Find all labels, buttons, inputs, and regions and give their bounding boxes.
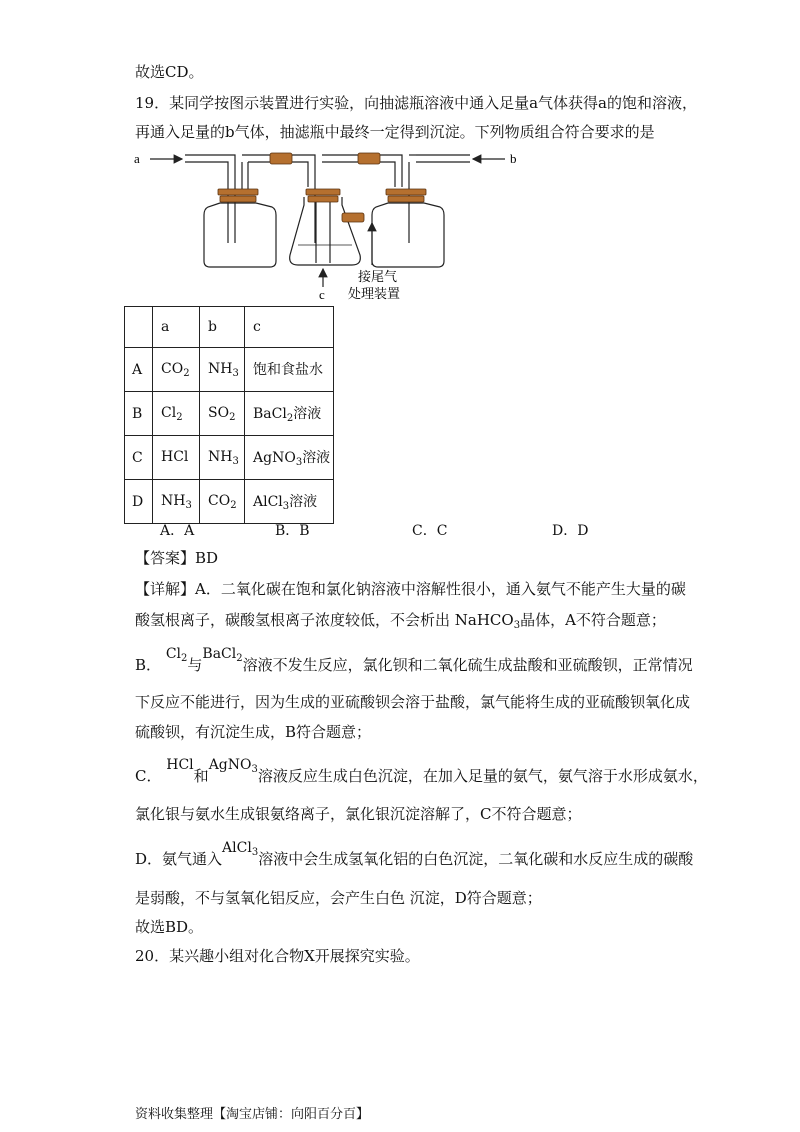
- explanation-a-line-2: 酸氢根离子，碳酸氢根离子浓度较低，不会析出 NaHCO$_3$晶体，A不符合题意；: [135, 611, 666, 631]
- explanation-c-line-2: 氯化银与氨水生成银氨络离子，氯化银沉淀溶解了，C不符合题意；: [135, 805, 582, 823]
- gas-b-cell: $NH_3$: [200, 436, 245, 480]
- header-cell: c: [245, 307, 334, 348]
- gas-a-cell: $Cl_2$: [153, 392, 200, 436]
- gas-a-cell: $NH_3$: [153, 480, 200, 524]
- answer: 【答案】BD: [135, 549, 219, 567]
- header-cell: a: [153, 307, 200, 348]
- apparatus-diagram: [130, 145, 550, 305]
- label-a: a: [134, 151, 140, 166]
- solution-c-cell: 饱和食盐水: [245, 348, 334, 392]
- explanation-b-line-3: 硫酸钡，有沉淀生成，B符合题意；: [135, 723, 372, 741]
- answer-choices: [160, 520, 630, 540]
- explanation-c-line-1: C． HCl和AgNO$_3$溶液反应生成白色沉淀，在加入足量的氨气，氨气溶于水形成氨水，: [135, 757, 708, 785]
- explanation-b-line-2: 下反应不能进行，因为生成的亚硫酸钡会溶于盐酸，氯气能将生成的亚硫酸钡氧化成: [135, 693, 691, 711]
- label-b: b: [510, 151, 517, 166]
- tail-gas-label-2: 处理装置: [348, 287, 401, 302]
- choice-a: A．A: [160, 523, 195, 539]
- solution-c-cell: AgNO$_3$溶液: [245, 436, 334, 480]
- gas-a-cell: HCl: [153, 436, 200, 480]
- table-row: [125, 436, 334, 480]
- choice-c: C．C: [412, 523, 448, 539]
- gas-b-cell: $SO_2$: [200, 392, 245, 436]
- table-header-row: [125, 307, 334, 348]
- options-table: [124, 306, 334, 524]
- choice-b: B．B: [275, 523, 310, 539]
- gas-b-cell: $NH_3$: [200, 348, 245, 392]
- tail-gas-label-1: 接尾气: [358, 270, 398, 285]
- header-cell: b: [200, 307, 245, 348]
- option-cell: B: [125, 392, 153, 436]
- option-cell: D: [125, 480, 153, 524]
- solution-c-cell: AlCl$_3$溶液: [245, 480, 334, 524]
- previous-conclusion: 故选CD。: [135, 63, 204, 81]
- suction-flask: [290, 197, 361, 265]
- gas-a-cell: $CO_2$: [153, 348, 200, 392]
- question-line-1: 19．某同学按图示装置进行实验，向抽滤瓶溶液中通入足量a气体获得a的饱和溶液，: [135, 94, 697, 112]
- gas-b-cell: $CO_2$: [200, 480, 245, 524]
- explanation-a-line-1: 【详解】A．二氧化碳在饱和氯化钠溶液中溶解性很小，通入氨气不能产生大量的碳: [135, 580, 686, 598]
- page-footer: 资料收集整理【淘宝店铺：向阳百分百】: [135, 1107, 370, 1122]
- table-row: [125, 480, 334, 524]
- table-row: [125, 348, 334, 392]
- header-cell: [125, 307, 153, 348]
- left-bottle: [204, 203, 276, 267]
- option-cell: C: [125, 436, 153, 480]
- right-bottle: [372, 203, 444, 267]
- label-c: c: [319, 287, 325, 302]
- option-cell: A: [125, 348, 153, 392]
- question-line-2: 再通入足量的b气体，抽滤瓶中最终一定得到沉淀。下列物质组合符合要求的是: [135, 123, 655, 141]
- table-row: [125, 392, 334, 436]
- solution-c-cell: BaCl$_2$溶液: [245, 392, 334, 436]
- explanation-b-line-1: B． $Cl_2$与BaCl$_2$溶液不发生反应，氯化钡和二氧化硫生成盐酸和亚硫酸钡，正常情况: [135, 646, 693, 674]
- explanation-d-line-1: D．氨气通入AlCl$_3$溶液中会生成氢氧化铝的白色沉淀，二氧化碳和水反应生成的碳酸: [135, 840, 694, 868]
- next-question: 20．某兴趣小组对化合物X开展探究实验。: [135, 947, 420, 965]
- explanation-conclusion: 故选BD。: [135, 918, 204, 936]
- choice-d: D．D: [552, 523, 589, 539]
- explanation-d-line-2: 是弱酸，不与氢氧化铝反应，会产生白色 沉淀，D符合题意；: [135, 889, 542, 907]
